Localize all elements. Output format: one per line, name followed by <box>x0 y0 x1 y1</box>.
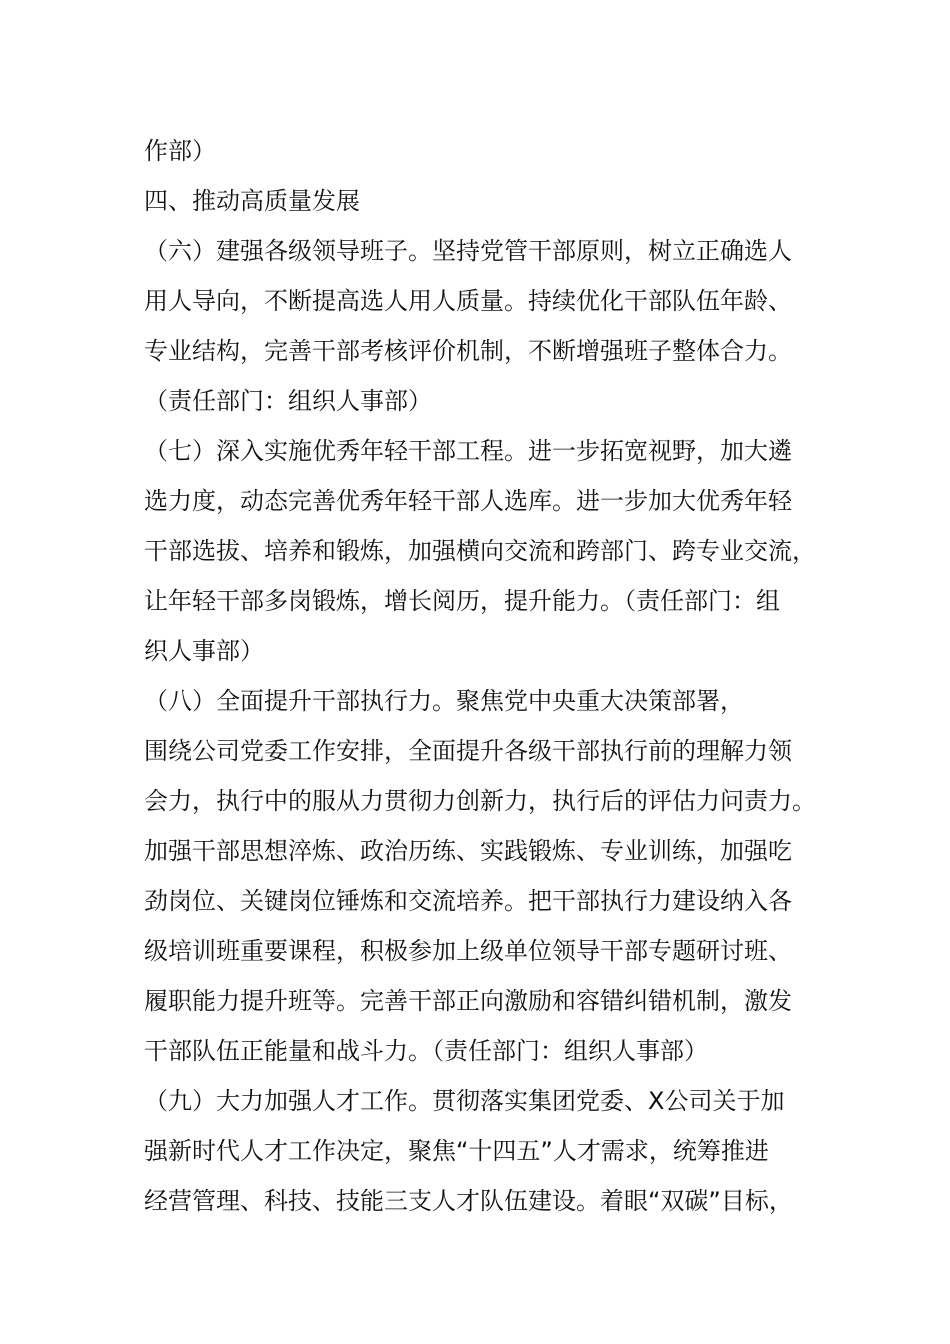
text-line: 级培训班重要课程，积极参加上级单位领导干部专题研讨班、 <box>144 937 792 965</box>
text-line: 履职能力提升班等。完善干部正向激励和容错纠错机制，激发 <box>144 987 792 1015</box>
text-line: 用人导向，不断提高选人用人质量。持续优化干部队伍年龄、 <box>144 287 792 315</box>
text-line: 让年轻干部多岗锻炼，增长阅历，提升能力。（责任部门：组 <box>144 587 780 615</box>
text-line: 专业结构，完善干部考核评价机制，不断增强班子整体合力。 <box>144 337 792 365</box>
text-line: 围绕公司党委工作安排，全面提升各级干部执行前的理解力领 <box>144 737 792 765</box>
text-line: 强新时代人才工作决定，聚焦“十四五”人才需求，统筹推进 <box>144 1137 769 1165</box>
text-line: 加强干部思想淬炼、政治历练、实践锻炼、专业训练，加强吃 <box>144 837 792 865</box>
text-line: （八）全面提升干部执行力。聚焦党中央重大决策部署， <box>144 687 744 715</box>
text-line: 经营管理、科技、技能三支人才队伍建设。着眼“双碳”目标， <box>144 1187 793 1215</box>
text-line: 会力，执行中的服从力贯彻力创新力，执行后的评估力问责力。 <box>144 787 816 815</box>
text-line: 作部） <box>144 137 216 165</box>
text-line: 织人事部） <box>144 637 264 665</box>
document-body <box>144 126 824 1226</box>
text-line: 选力度，动态完善优秀年轻干部人选库。进一步加大优秀年轻 <box>144 487 792 515</box>
text-line: （六）建强各级领导班子。坚持党管干部原则，树立正确选人 <box>144 237 792 265</box>
text-line: 劲岗位、关键岗位锤炼和交流培养。把干部执行力建设纳入各 <box>144 887 792 915</box>
text-line: （七）深入实施优秀年轻干部工程。进一步拓宽视野，加大遴 <box>144 437 792 465</box>
text-line: 干部选拔、培养和锻炼，加强横向交流和跨部门、跨专业交流， <box>144 537 816 565</box>
section-heading: 四、推动高质量发展 <box>144 187 360 215</box>
text-line: （九）大力加强人才工作。贯彻落实集团党委、X公司关于加 <box>144 1087 785 1115</box>
text-line: 干部队伍正能量和战斗力。（责任部门：组织人事部） <box>144 1037 708 1065</box>
text-line: （责任部门：组织人事部） <box>144 387 432 415</box>
